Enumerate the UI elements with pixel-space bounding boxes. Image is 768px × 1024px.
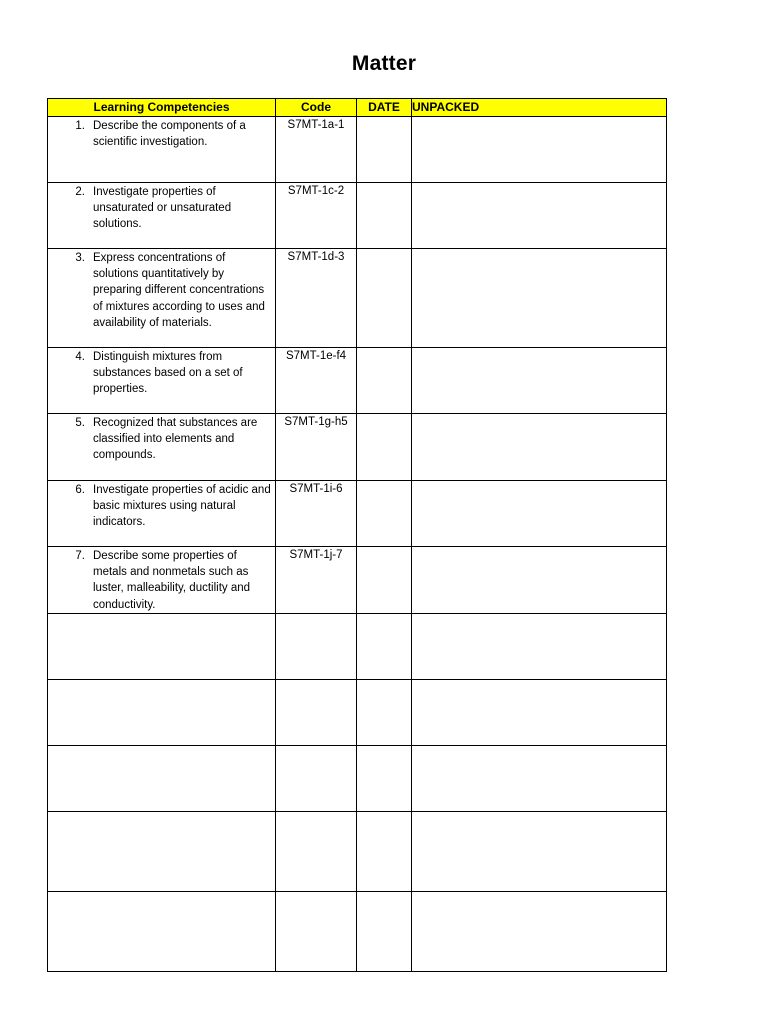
table-row	[48, 746, 667, 812]
competency-text: Investigate properties of acidic and basic mixtures using natural indicators.	[93, 484, 271, 529]
unpacked-cell[interactable]	[412, 348, 667, 414]
unpacked-cell[interactable]	[412, 481, 667, 547]
date-cell[interactable]	[357, 746, 412, 812]
code-cell: S7MT-1i-6	[276, 481, 357, 547]
unpacked-cell[interactable]	[412, 680, 667, 746]
competency-text: Express concentrations of solutions quantitatively by preparing different concentrations of mixtures according to uses and availability of materials.	[93, 252, 265, 329]
competency-cell	[48, 812, 276, 892]
date-cell[interactable]	[357, 547, 412, 614]
unpacked-cell[interactable]	[412, 183, 667, 249]
competency-number: 6.	[75, 484, 85, 496]
competency-cell	[48, 414, 276, 481]
table-row	[48, 892, 667, 972]
date-cell[interactable]	[357, 249, 412, 348]
date-cell[interactable]	[357, 414, 412, 481]
code-cell	[276, 746, 357, 812]
code-cell: S7MT-1e-f4	[276, 348, 357, 414]
code-cell	[276, 614, 357, 680]
competency-text: Distinguish mixtures from substances based on a set of properties.	[93, 351, 243, 396]
competency-cell	[48, 117, 276, 183]
table-row	[48, 812, 667, 892]
table-row	[48, 614, 667, 680]
competency-text: Recognized that substances are classified into elements and compounds.	[93, 417, 258, 462]
date-cell[interactable]	[357, 614, 412, 680]
date-cell[interactable]	[357, 892, 412, 972]
competency-number: 7.	[75, 550, 85, 562]
competency-cell	[48, 614, 276, 680]
competency-cell	[48, 746, 276, 812]
competency-cell	[48, 249, 276, 348]
code-cell: S7MT-1c-2	[276, 183, 357, 249]
competencies-table	[47, 98, 667, 972]
unpacked-cell[interactable]	[412, 746, 667, 812]
unpacked-cell[interactable]	[412, 547, 667, 614]
table-row	[48, 249, 667, 348]
table-row	[48, 481, 667, 547]
code-cell: S7MT-1a-1	[276, 117, 357, 183]
unpacked-cell[interactable]	[412, 249, 667, 348]
code-cell	[276, 892, 357, 972]
competency-cell	[48, 348, 276, 414]
header-date: DATE	[357, 99, 412, 117]
unpacked-cell[interactable]	[412, 892, 667, 972]
table-row	[48, 414, 667, 481]
competency-number: 2.	[75, 186, 85, 198]
competency-text: Describe some properties of metals and nonmetals such as luster, malleability, ductility and conductivity.	[93, 550, 251, 611]
date-cell[interactable]	[357, 481, 412, 547]
unpacked-cell[interactable]	[412, 812, 667, 892]
competency-cell	[48, 183, 276, 249]
date-cell[interactable]	[357, 183, 412, 249]
table-row	[48, 183, 667, 249]
header-learning-competencies: Learning Competencies	[48, 99, 276, 117]
competency-number: 3.	[75, 252, 85, 264]
competency-cell	[48, 481, 276, 547]
code-cell	[276, 680, 357, 746]
competency-text: Investigate properties of unsaturated or unsaturated solutions.	[93, 186, 232, 231]
table-row	[48, 348, 667, 414]
table-row	[48, 117, 667, 183]
competency-cell	[48, 680, 276, 746]
unpacked-cell[interactable]	[412, 117, 667, 183]
date-cell[interactable]	[357, 348, 412, 414]
unpacked-cell[interactable]	[412, 414, 667, 481]
table-row	[48, 547, 667, 614]
date-cell[interactable]	[357, 117, 412, 183]
code-cell	[276, 812, 357, 892]
page-title: Matter	[351, 52, 417, 75]
date-cell[interactable]	[357, 680, 412, 746]
header-unpacked: UNPACKED	[412, 99, 667, 117]
competency-cell	[48, 892, 276, 972]
header-code: Code	[276, 99, 357, 117]
competency-number: 4.	[75, 351, 85, 363]
unpacked-cell[interactable]	[412, 614, 667, 680]
code-cell: S7MT-1j-7	[276, 547, 357, 614]
competency-cell	[48, 547, 276, 614]
competency-number: 1.	[75, 120, 85, 132]
code-cell: S7MT-1g-h5	[276, 414, 357, 481]
competency-text: Describe the components of a scientific investigation.	[93, 120, 246, 149]
date-cell[interactable]	[357, 812, 412, 892]
table-row	[48, 680, 667, 746]
competency-number: 5.	[75, 417, 85, 429]
table-header-row	[48, 99, 667, 117]
code-cell: S7MT-1d-3	[276, 249, 357, 348]
table-body	[48, 117, 667, 972]
